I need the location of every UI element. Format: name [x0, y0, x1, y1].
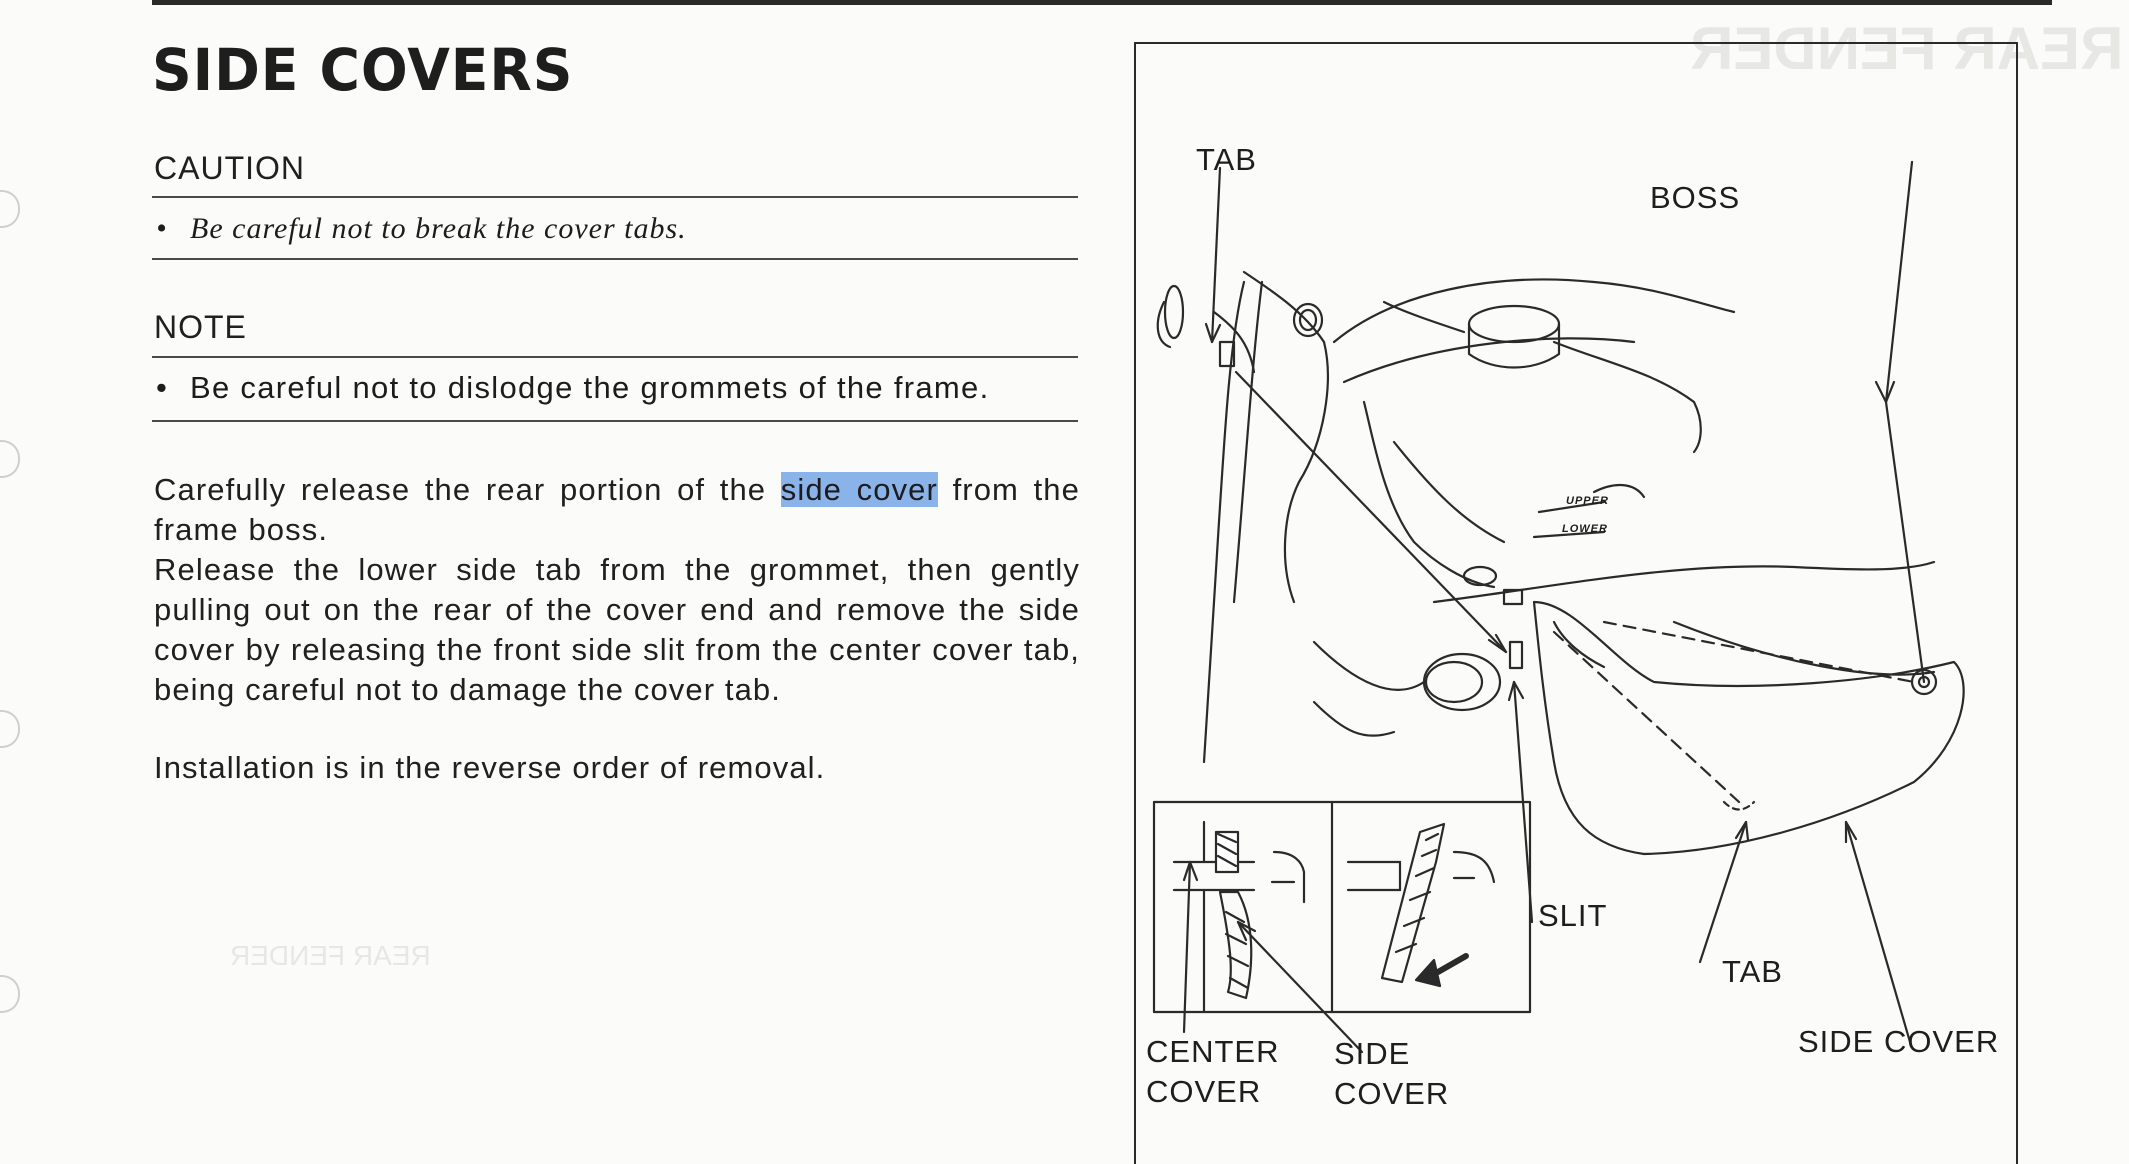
top-rule — [152, 0, 2052, 5]
note-heading: NOTE — [154, 309, 247, 345]
section-title: SIDE COVERS — [152, 36, 574, 104]
label-tab-bottom: TAB — [1722, 954, 1783, 989]
label-side-cover-inset-1: SIDE — [1334, 1036, 1411, 1071]
binding-hole-mark — [0, 190, 20, 228]
caution-item — [156, 212, 1066, 246]
binding-hole-mark — [0, 710, 20, 748]
label-center-cover-2: COVER — [1146, 1074, 1262, 1109]
procedure-paragraph-2: Release the lower side tab from the grommet, then gently pulling out on the rear of the cover end and remove the side cover by releasing the front side slit from the center cover tab, being careful not to damage the cover tab. — [154, 552, 1080, 707]
binding-hole-mark — [0, 440, 20, 478]
caution-rule-top — [152, 196, 1078, 198]
caution-text: Be careful not to break the cover tabs. — [190, 212, 687, 245]
procedure-paragraph-3: Installation is in the reverse order of removal. — [154, 750, 826, 785]
highlighted-text[interactable]: side cover — [780, 472, 938, 507]
label-slit: SLIT — [1538, 898, 1608, 933]
note-rule-bottom — [152, 420, 1078, 422]
binding-hole-mark — [0, 975, 20, 1013]
label-side-cover: SIDE COVER — [1798, 1024, 2000, 1059]
bullet-icon: • — [156, 370, 169, 405]
bleed-through-label: REAR FENDER — [230, 940, 431, 971]
procedure-paragraph-1: Carefully release the rear portion of the side cover from the frame boss. — [154, 472, 1080, 547]
procedure-text — [154, 470, 1080, 710]
label-boss: BOSS — [1650, 180, 1741, 215]
installation-text — [154, 748, 1080, 788]
caution-rule-bottom — [152, 258, 1078, 260]
note-item — [156, 370, 1066, 406]
label-side-cover-inset-2: COVER — [1334, 1076, 1450, 1111]
label-center-cover-1: CENTER — [1146, 1034, 1280, 1069]
side-cover-diagram — [1134, 42, 2014, 1142]
note-rule-top — [152, 356, 1078, 358]
bleed-through-heading: REAR FENDER — [1690, 15, 2124, 82]
label-upper: UPPER — [1566, 495, 1609, 507]
note-text: Be careful not to dislodge the grommets of the frame. — [190, 370, 990, 405]
label-lower: LOWER — [1562, 523, 1608, 535]
caution-heading: CAUTION — [154, 150, 305, 186]
label-tab-top: TAB — [1196, 142, 1257, 177]
bullet-icon: • — [156, 212, 168, 245]
